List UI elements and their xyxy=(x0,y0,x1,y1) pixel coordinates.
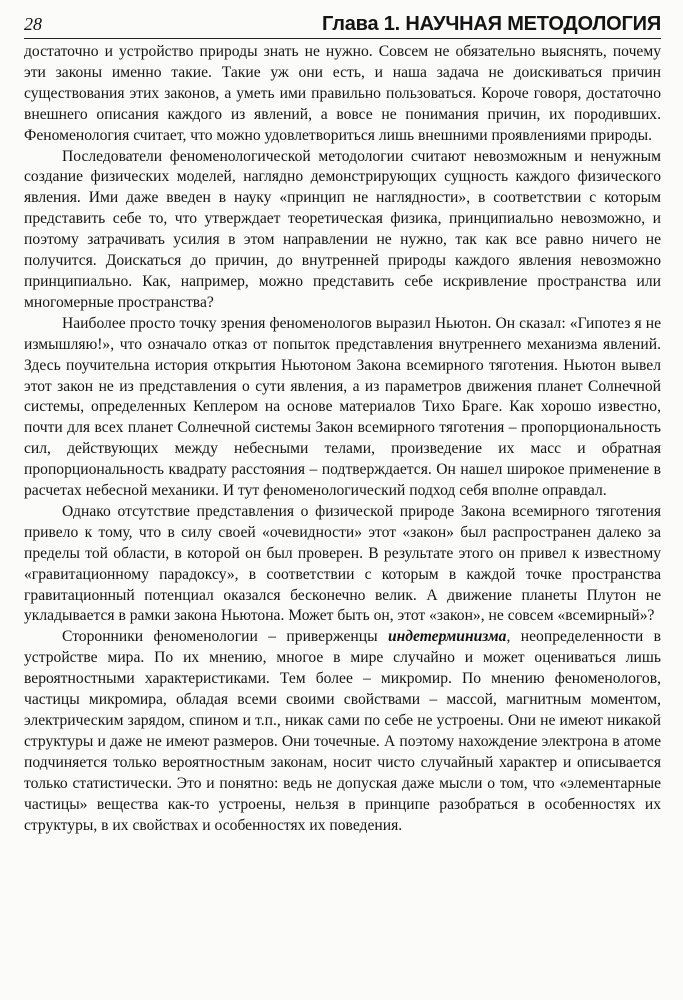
paragraph: Однако отсутствие представления о физической природе Закона всемирного тяготения привело к тому, что в силу своей «очевидности» этот «закон» был распространен далеко за пределы той области, в которой он был проверен. В результате этого он привел к известному «гравитационному парадоксу», в соответствии с которым в каждой точке пространства гравитационный потенциал оказался бесконечно велик. А движение планеты Плутон не укладывается в рамки закона Ньютона. Может быть он, этот «закон», не совсем «всемирный»? xyxy=(24,502,661,625)
paragraph xyxy=(24,627,661,836)
chapter-title: Глава 1. НАУЧНАЯ МЕТОДОЛОГИЯ xyxy=(322,13,661,35)
paragraph-text-start: Сторонники феноменологии – приверженцы xyxy=(62,628,388,646)
paragraph-text-end: , неопределенности в устройстве мира. По их мнению, многое в мире случайно и может оцениваться лишь вероятностными характеристиками. Тем более – микромир. По мнению феноменологов, частицы микромира, обладая всеми своими свойствами – массой, магнитным моментом, электрическим зарядом, спином и т.п., никак сами по себе не устроены. Они не имеют никакой структуры и даже не имеют размеров. Они точечные. А поэтому нахождение электрона в атоме подчиняется только вероятностным законам, носит чисто случайный характер и описывается только статистически. Это и понятно: ведь не допуская даже мысли о том, что «элементарные частицы» вещества как-то устроены, нельзя в принципе разобраться в особенностях их структуры, в их свойствах и особенностях их поведения. xyxy=(24,628,661,834)
paragraph-continued: достаточно и устройство природы знать не нужно. Совсем не обязательно выяснять, почему эти законы именно такие. Такие уж они есть, и наша задача не доискиваться причин существования этих законов, а уметь ими правильно пользоваться. Короче говоря, достаточно внешнего описания каждого из явлений, а вовсе не понимания причин, их породивших. Феноменология считает, что можно удовлетвориться лишь внешними проявлениями природы. xyxy=(24,43,661,144)
running-header xyxy=(24,0,661,39)
paragraph: Наиболее просто точку зрения феноменологов выразил Ньютон. Он сказал: «Гипотез я не измышляю!», что означало отказ от попыток представления внутреннего механизма явлений. Здесь поучительна история открытия Ньютоном Закона всемирного тяготения. Ньютон вывел этот закон не из представления о сути явления, а из параметров движения планет Солнечной системы, определенных Кеплером на основе материалов Тихо Браге. Как хорошо известно, почти для всех планет Солнечной системы Закон всемирного тяготения – пропорциональность сил, действующих между небесными телами, произведение их масс и обратная пропорциональность квадрату расстояния – подтверждается. Он нашел широкое применение в расчетах небесной механики. И тут феноменологический подход себя вполне оправдал. xyxy=(24,314,661,500)
emphasized-term: индетерминизма xyxy=(387,628,507,646)
paragraph: Последователи феноменологической методологии считают невозможным и ненужным создание физических моделей, наглядно демонстрирующих сущность каждого физического явления. Ими даже введен в науку «принцип не наглядности», в соответствии с которым представить себе то, что утверждает теоретическая физика, принципиально невозможно, и поэтому затрачивать усилия в этом направлении не нужно, так как все равно ничего не получится. Доискаться до причин, до внутренней природы каждого явления невозможно принципиально. Как, например, можно представить себе искривление пространства или многомерные пространства? xyxy=(24,147,661,311)
body-text xyxy=(24,39,661,836)
page-number: 28 xyxy=(24,14,42,34)
